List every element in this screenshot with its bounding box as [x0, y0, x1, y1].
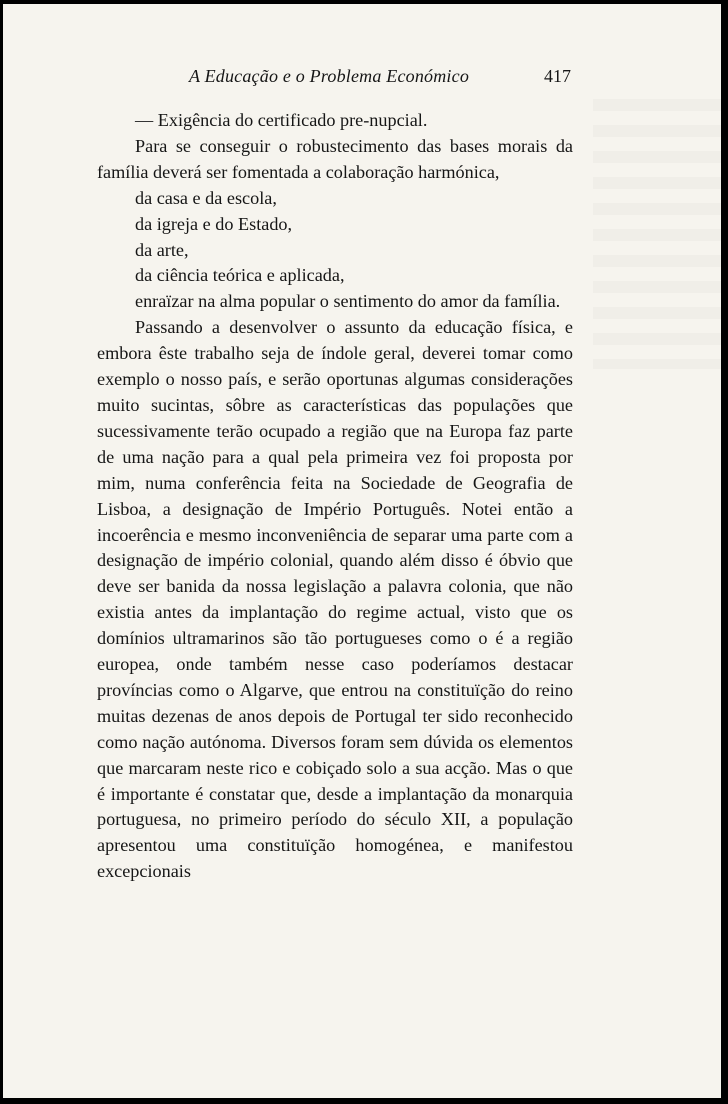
- running-title: A Educação e o Problema Económico: [189, 66, 470, 86]
- intro-paragraph: Para se conseguir o robustecimento das bases morais da família deverá ser fomentada a colaboração harmónica,: [97, 135, 573, 182]
- list-item: da casa e da escola,: [135, 187, 277, 208]
- page-number: 417: [544, 66, 571, 86]
- certificate-line: — Exigência do certificado pre-nupcial.: [135, 110, 428, 130]
- list-item: enraïzar na alma popular o sentimento do amor da família.: [135, 291, 561, 312]
- list-item: da arte,: [135, 239, 189, 260]
- collaboration-list: [97, 186, 573, 316]
- book-page: [3, 4, 721, 1098]
- body-text: [97, 108, 573, 885]
- text-block: [97, 4, 573, 885]
- main-paragraph: Passando a desenvolver o assunto da educação física, e embora êste trabalho seja de índole geral, deverei tomar como exemplo o nosso país, e serão oportunas algumas considerações muito sucintas, sôbre as características das populações que sucessivamente terão ocupado a região que na Europa faz parte de uma nação para a qual pela primeira vez foi proposta por mim, numa conferência feita na Sociedade de Geografia de Lisboa, a designação de Império Português. Notei então a incoerência e mesmo inconveniência de separar uma parte com a designação de império colonial, quando além disso é óbvio que deve ser banida da nossa legislação a palavra colonia, que não existia antes da implantação do regime actual, visto que os domínios ultramarinos são tão portugueses como o é a região europea, onde também nesse caso poderíamos destacar províncias como o Algarve, que entrou na constituïção do reino muitas dezenas de anos depois de Portugal ter sido reconhecido como nação autónoma. Diversos foram sem dúvida os elementos que marcaram neste rico e cobiçado solo a sua acção. Mas o que é importante é constatar que, desde a implantação da monarquia portuguesa, no primeiro período do século XII, a população apresentou uma constituïção homogénea, e manifestou excepcionais: [97, 317, 573, 882]
- list-item: da igreja e do Estado,: [135, 213, 293, 234]
- show-through-text: [593, 99, 721, 369]
- list-item: da ciência teórica e aplicada,: [135, 265, 345, 286]
- running-head: [97, 60, 573, 94]
